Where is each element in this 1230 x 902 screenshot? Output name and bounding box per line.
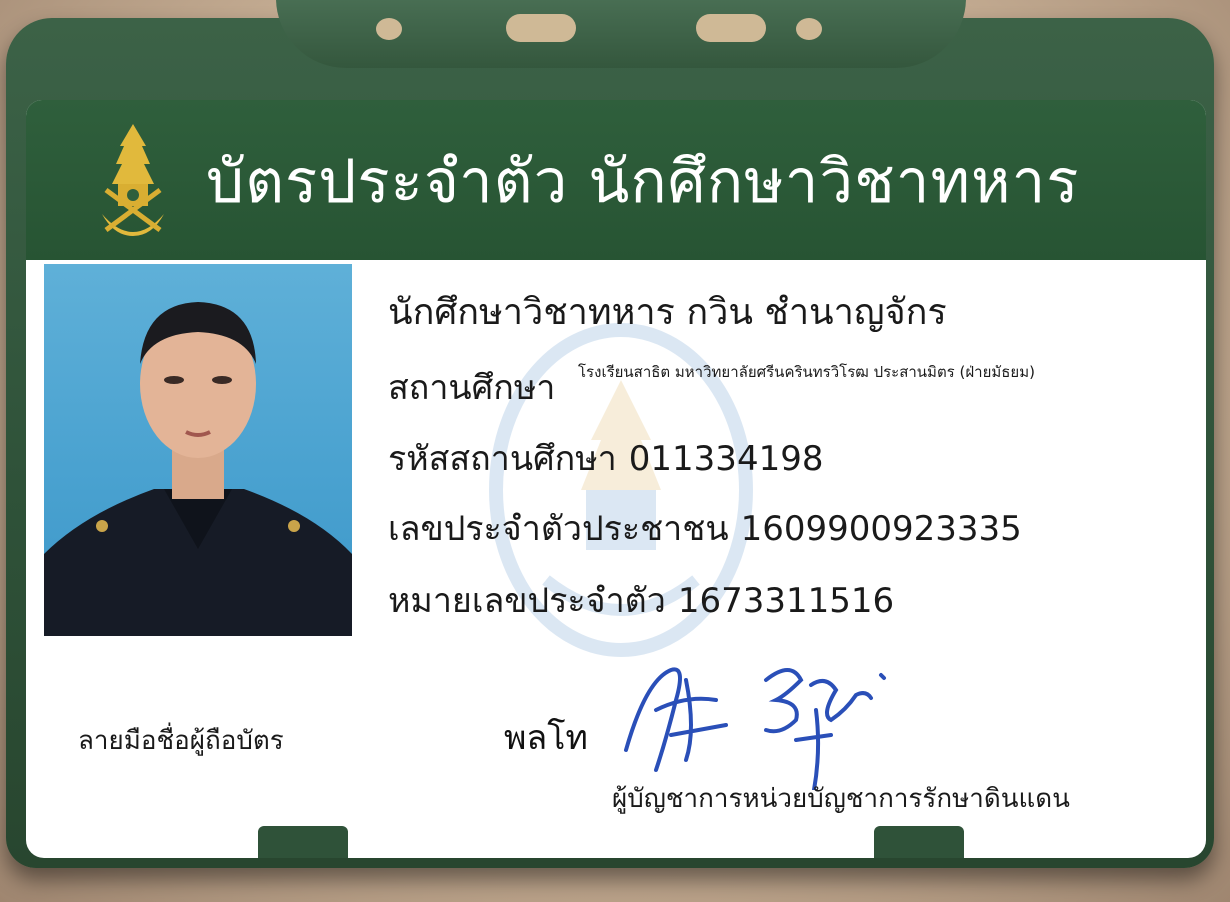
card-title: บัตรประจำตัว นักศึกษาวิชาทหาร [206, 147, 1080, 217]
clip-hole [506, 14, 576, 42]
emblem-icon [92, 118, 174, 248]
clip-hole [696, 14, 766, 42]
signer-rank: พลโท [504, 718, 588, 758]
signer-title: ผู้บัญชาการหน่วยบัญชาการรักษาดินแดน [612, 784, 1070, 814]
id-card [26, 100, 1206, 858]
clip-hole [376, 18, 402, 40]
clip-hole [796, 18, 822, 40]
holder-tab [258, 826, 348, 858]
card-number-label: หมายเลขประจำตัว [388, 581, 666, 621]
holder-tab [874, 826, 964, 858]
holder-signature-label: ลายมือชื่อผู้ถือบัตร [78, 726, 284, 756]
card-number-row [388, 578, 894, 624]
holder-photo [44, 264, 352, 636]
holder-clip [276, 0, 966, 68]
holder-name: นักศึกษาวิชาทหาร กวิน ชำนาญจักร [388, 292, 947, 333]
header-band [26, 100, 1206, 260]
national-id-row [388, 506, 1022, 552]
school-code-label: รหัสสถานศึกษา [388, 439, 617, 479]
school-value: โรงเรียนสาธิต มหาวิทยาลัยศรีนครินทรวิโรฒ ประสานมิตร (ฝ่ายมัธยม) [578, 363, 1035, 381]
portrait-figure [44, 264, 352, 636]
school-code-row [388, 436, 823, 482]
national-id-label: เลขประจำตัวประชาชน [388, 509, 729, 549]
card-number-value: 1673311516 [677, 581, 895, 621]
national-id-value: 1609900923335 [740, 509, 1022, 549]
card-holder [6, 18, 1214, 868]
school-label: สถานศึกษา [388, 368, 556, 408]
school-code-value: 011334198 [628, 439, 824, 479]
signature-mark [616, 640, 906, 790]
